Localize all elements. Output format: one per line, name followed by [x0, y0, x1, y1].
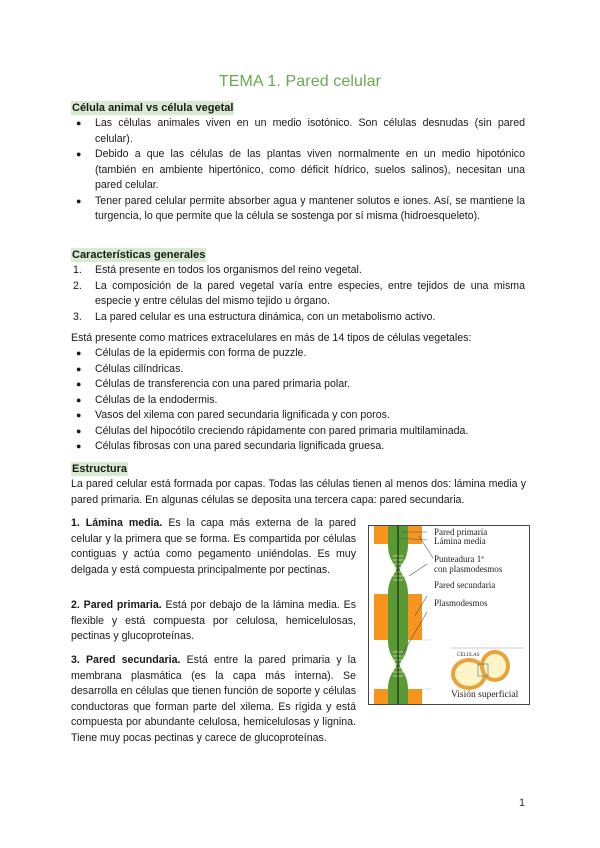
bullet-icon: ●: [76, 149, 82, 159]
bullet-icon: ●: [76, 394, 82, 405]
bullet-icon: ●: [76, 348, 82, 358]
label-punteadura: Punteadura 1ª: [434, 554, 484, 564]
page-number: 1: [519, 797, 526, 809]
cell-wall-diagram: [368, 525, 530, 705]
layer-pared-primaria: 2. Pared primaria. Está por debajo de la lámina media. Es flexible y está compuesta por celulosa, hemicelulosas, pectinas y glucoproteínas.: [71, 599, 357, 642]
list-item: 2. La composición de la pared vegetal varía entre especies, entre tejidos de una misma especie y entre células del mismo tejido u órgano.: [73, 279, 525, 307]
caracteristicas-list: [75, 263, 525, 325]
list-item: ● Células fibrosas con una pared secundaria lignificada gruesa.: [75, 439, 525, 455]
list-item: ● Tener pared celular permite absorber agua y mantener solutos e iones. Así, se mantiene la turgencia, lo que permite que la célula se sostenga por sí misma (hidroesqueleto).: [76, 194, 525, 222]
list-item: ● Células de la epidermis con forma de puzzle.: [75, 346, 525, 362]
label-celulas: CÉLULAS: [457, 653, 480, 658]
bullet-icon: ●: [76, 379, 82, 389]
estructura-intro: La pared celular está formada por capas. Todas las células tienen al menos dos: lámina media y pared primaria. En algunas células se deposita una tercera capa: pared secundaria.: [71, 478, 526, 506]
list-item: ● Células de transferencia con una pared primaria polar.: [75, 377, 525, 393]
list-item: 1. Está presente en todos los organismos del reino vegetal.: [73, 264, 362, 276]
section-heading-animal-vs-vegetal: Célula animal vs célula vegetal: [72, 102, 234, 114]
bullet-icon: ●: [76, 363, 82, 374]
cell-types-list: [75, 346, 525, 455]
list-item: ● Células del hipocótilo creciendo rápidamente con pared primaria multilaminada.: [75, 424, 525, 440]
label-plasmodesmos: Plasmodesmos: [434, 598, 488, 608]
label-lamina-media: Lámina media: [434, 536, 486, 546]
bullet-icon: ●: [76, 441, 82, 451]
section-heading-estructura: Estructura: [72, 463, 128, 475]
list-item: ● Debido a que las células de las plantas viven normalmente en un medio hipotónico (también en ambiente hipertónico, como déficit hídrico, suelos salinos), necesitan una pared celular.: [76, 148, 525, 191]
layer-lamina-media: 1. Lámina media. Es la capa más externa de la pared celular y la primera que se forma. Es compartida por células contiguas y actúa como pegamento uniéndolas. Es muy delgada y está compuesta principalmente por pectinas.: [71, 517, 356, 576]
cell-types-intro: Está presente como matrices extracelulares en más de 14 tipos de células vegetales:: [71, 332, 472, 344]
bullet-icon: ●: [76, 195, 82, 206]
list-item: ● Las células animales viven en un medio isotónico. Son células desnudas (sin pared celular).: [76, 117, 525, 145]
bullet-icon: ●: [76, 425, 82, 436]
label-pared-primaria: Pared primaria: [434, 527, 488, 537]
list-item: ● Células cilíndricas.: [75, 362, 525, 378]
list-item: ● Células de la endodermis.: [75, 393, 525, 409]
bullet-icon: ●: [76, 118, 82, 128]
cell-wall-illustration: [369, 526, 529, 704]
list-item: ● Vasos del xilema con pared secundaria lignificada y con poros.: [75, 408, 525, 424]
animal-vs-vegetal-list: [75, 116, 525, 225]
label-pared-secundaria: Pared secundaria: [434, 580, 496, 590]
page-title: TEMA 1. Pared celular: [218, 73, 382, 90]
list-item: 3. La pared celular es una estructura dinámica, con un metabolismo activo.: [73, 310, 436, 323]
label-con-plasmodesmos: con plasmodesmos: [434, 564, 503, 574]
section-heading-caracteristicas: Características generales: [72, 249, 206, 261]
label-vision-superficial: Visión superficial: [451, 690, 519, 700]
layer-pared-secundaria: 3. Pared secundaria. Está entre la pared primaria y la membrana plasmática (es la capa más interna). Se desarrolla en células que tienen función de soporte y células conductoras que forman parte del xilema. Es rígida y está compuesta por abundante celulosa, hemicelulosas y lignina. Tiene muy pocas pectinas y carece de glucoproteínas.: [71, 654, 357, 744]
bullet-icon: ●: [76, 410, 82, 420]
